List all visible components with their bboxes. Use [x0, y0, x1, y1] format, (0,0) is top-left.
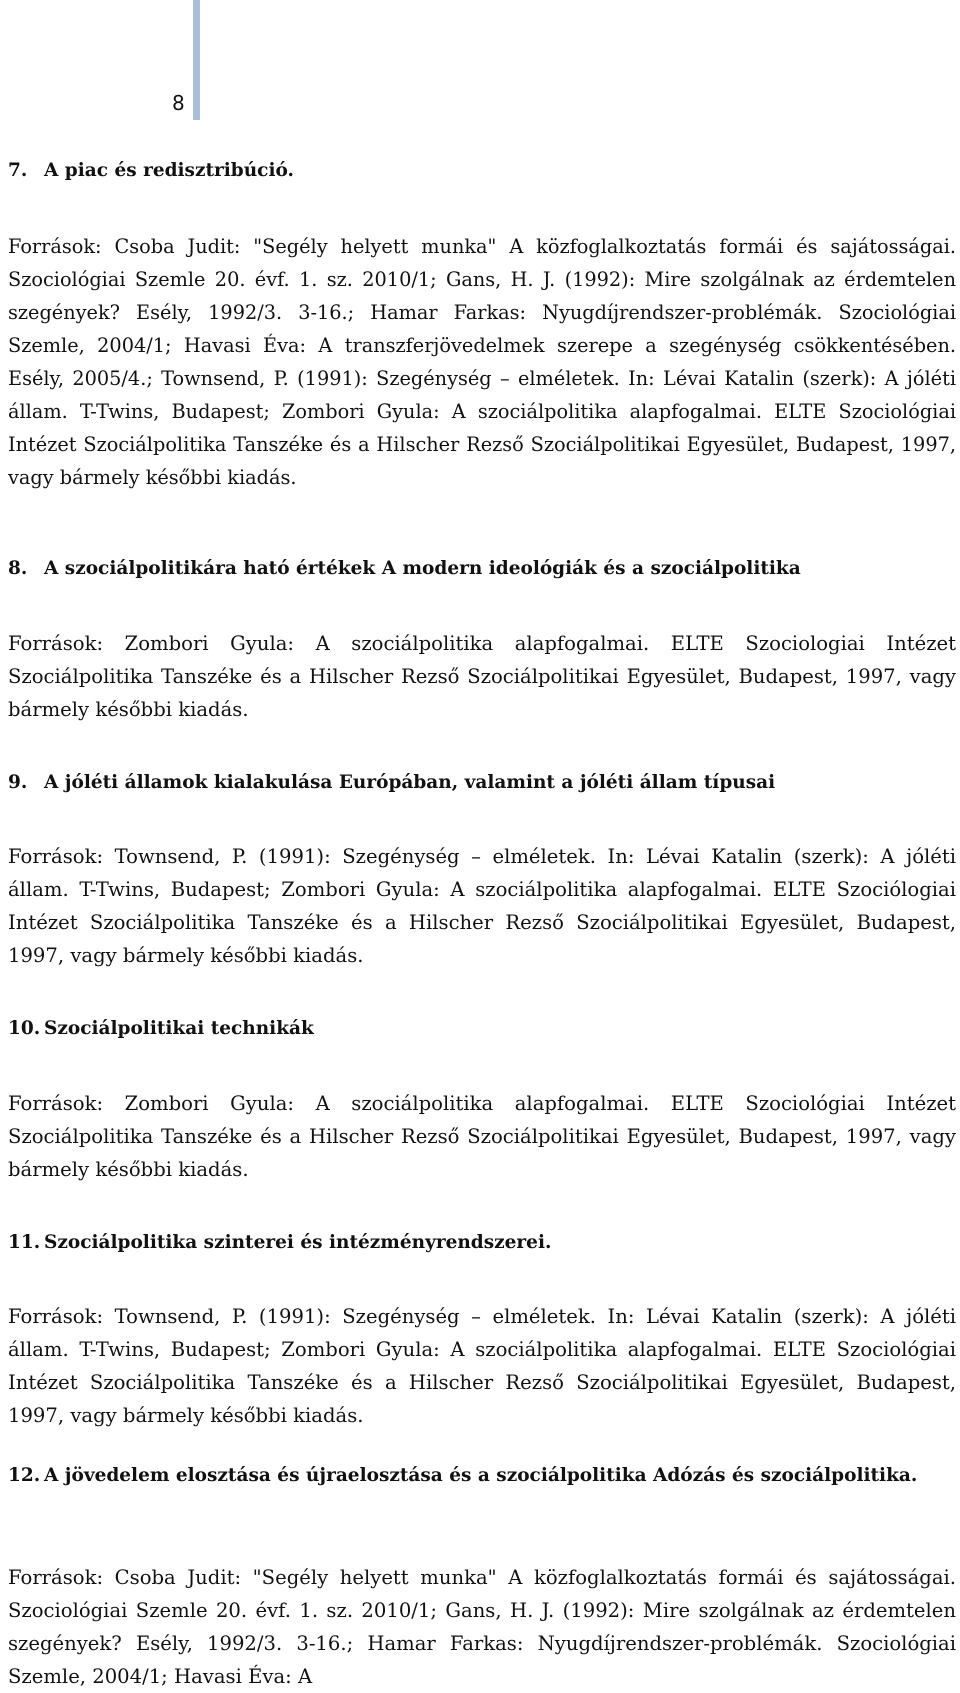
- section-title: A piac és redisztribúció.: [44, 160, 294, 181]
- section-heading: [8, 155, 956, 187]
- section-heading: [8, 1460, 956, 1492]
- section-heading: [8, 553, 956, 585]
- section-sources: Források: Csoba Judit: "Segély helyett munka" A közfoglalkoztatás formái és sajátosságai. Szociológiai Szemle 20. évf. 1. sz. 2010/1; Gans, H. J. (1992): Mire szolgálnak az érdemtelen szegények? Esély, 1992/3. 3-16.; Hamar Farkas: Nyugdíjrendszer-problémák. Szociológiai Szemle, 2004/1; Havasi Éva: A: [8, 1566, 956, 1688]
- section-heading: [8, 767, 956, 799]
- section-number: 7.: [8, 160, 28, 181]
- section-number: 12.: [8, 1465, 41, 1486]
- section-number: 8.: [8, 558, 28, 579]
- section-number: 11.: [8, 1232, 41, 1253]
- header-accent-bar: [193, 0, 200, 120]
- section-sources: Források: Csoba Judit: "Segély helyett munka" A közfoglalkoztatás formái és sajátosságai. Szociológiai Szemle 20. évf. 1. sz. 2010/1; Gans, H. J. (1992): Mire szolgálnak az érdemtelen szegények? Esély, 1992/3. 3-16.; Hamar Farkas: Nyugdíjrendszer-problémák. Szociológiai Szemle, 2004/1; Havasi Éva: A transzferjövedelmek szerepe a szegénység csökkentésében. Esély, 2005/4.; Townsend, P. (1991): Szegénység – elméletek. In: Lévai Katalin (szerk): A jóléti állam. T-Twins, Budapest; Zombori Gyula: A szociálpolitika alapfogalmai. ELTE Szociológiai Intézet Szociálpolitika Tanszéke és a Hilscher Rezső Szociálpolitikai Egyesület, Budapest, 1997, vagy bármely későbbi kiadás.: [8, 235, 956, 489]
- section-title: Szociálpolitikai technikák: [44, 1018, 314, 1039]
- section-sources: Források: Zombori Gyula: A szociálpolitika alapfogalmai. ELTE Szociologiai Intézet Szociálpolitika Tanszéke és a Hilscher Rezső Szociálpolitikai Egyesület, Budapest, 1997, vagy bármely későbbi kiadás.: [8, 632, 956, 721]
- section-sources: Források: Townsend, P. (1991): Szegénység – elméletek. In: Lévai Katalin (szerk): A jóléti állam. T-Twins, Budapest; Zombori Gyula: A szociálpolitika alapfogalmai. ELTE Szociólogiai Intézet Szociálpolitika Tanszéke és a Hilscher Rezső Szociálpolitikai Egyesület, Budapest, 1997, vagy bármely későbbi kiadás.: [8, 845, 956, 967]
- page-number: 8: [172, 91, 185, 115]
- section-number: 10.: [8, 1018, 41, 1039]
- section-title: A jövedelem elosztása és újraelosztása és a szociálpolitika Adózás és szociálpolitika.: [44, 1465, 918, 1486]
- section-number: 9.: [8, 772, 28, 793]
- section-title: Szociálpolitika szinterei és intézményrendszerei.: [44, 1232, 552, 1253]
- section-sources: Források: Zombori Gyula: A szociálpolitika alapfogalmai. ELTE Szociológiai Intézet Szociálpolitika Tanszéke és a Hilscher Rezső Szociálpolitikai Egyesület, Budapest, 1997, vagy bármely későbbi kiadás.: [8, 1092, 956, 1181]
- section-sources: Források: Townsend, P. (1991): Szegénység – elméletek. In: Lévai Katalin (szerk): A jóléti állam. T-Twins, Budapest; Zombori Gyula: A szociálpolitika alapfogalmai. ELTE Szociológiai Intézet Szociálpolitika Tanszéke és a Hilscher Rezső Szociálpolitikai Egyesület, Budapest, 1997, vagy bármely későbbi kiadás.: [8, 1305, 956, 1427]
- section-heading: [8, 1013, 956, 1045]
- section-title: A szociálpolitikára ható értékek A modern ideológiák és a szociálpolitika: [44, 558, 801, 579]
- section-heading: [8, 1227, 956, 1259]
- section-title: A jóléti államok kialakulása Európában, valamint a jóléti állam típusai: [44, 772, 776, 793]
